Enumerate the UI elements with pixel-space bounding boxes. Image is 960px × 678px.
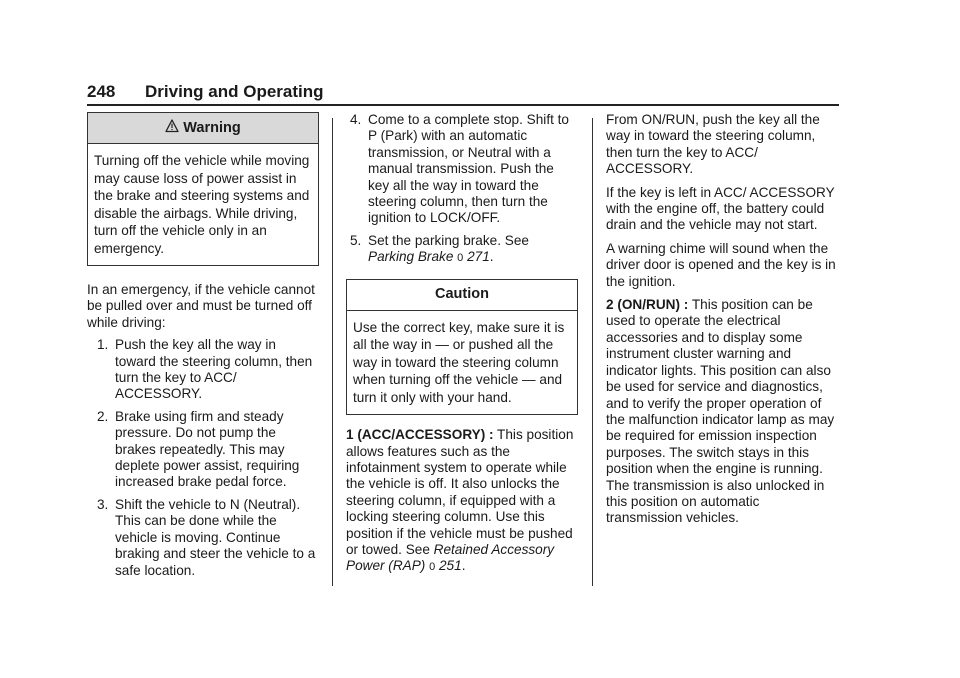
- warning-header: [88, 113, 318, 144]
- emergency-intro: In an emergency, if the vehicle cannot be pulled over and must be turned off while driving:: [87, 282, 315, 330]
- acc-text: This position allows features such as the infotainment system to operate while the vehicle is off. It also unlocks the steering column, if equipped with a locking steering column. Use this position if the vehicle must be pushed or towed. See: [346, 427, 574, 557]
- parking-brake-link[interactable]: Parking Brake: [368, 249, 454, 265]
- page-reference[interactable]: 251: [439, 558, 462, 574]
- on-run-text: This position can be used to operate the electrical accessories and to display some instrument cluster warning and indicator lights. This position can also be used for service and diagnostics, and to verify the proper operation of the malfunction indicator lamp as may be required for emission inspection purposes. The switch stays in this position when the engine is running. The transmission is also unlocked in this position on automatic transmission vehicles.: [606, 297, 835, 526]
- section-title: Driving and Operating: [145, 82, 324, 101]
- page-reference-icon: 0: [429, 561, 436, 574]
- warning-triangle-icon: [165, 119, 179, 137]
- paragraph: A warning chime will sound when the driver door is opened and the key is in the ignition.: [606, 240, 836, 289]
- warning-text: Turning off the vehicle while moving may cause loss of power assist in the brake and steering systems and disable the airbags. While driving, turn off the vehicle only in an emergency.: [94, 153, 310, 256]
- list-item: [87, 409, 319, 491]
- list-item: [87, 337, 319, 403]
- on-run-paragraph: [606, 297, 838, 527]
- paragraph: From ON/RUN, push the key all the way in toward the steering column, then turn the key to ACC/ ACCESSORY.: [606, 112, 820, 177]
- shutdown-steps: [87, 337, 319, 579]
- column-divider: [332, 118, 333, 586]
- caution-title: Caution: [435, 286, 489, 303]
- page-number: 248: [87, 82, 116, 101]
- warning-box: [87, 112, 319, 266]
- step-number: 3.: [97, 496, 109, 512]
- sentence-end: .: [461, 558, 466, 574]
- acc-accessory-paragraph: [346, 427, 578, 576]
- column-1: [87, 112, 319, 585]
- caution-box: [346, 279, 578, 416]
- rap-link[interactable]: Retained Accessory Power (RAP): [346, 542, 555, 574]
- column-divider: [592, 118, 593, 586]
- step-text: Push the key all the way in toward the steering column, then turn the key to ACC/ ACCESSORY.: [115, 337, 313, 402]
- sentence-end: .: [489, 249, 494, 265]
- on-run-term: 2 (ON/RUN) :: [606, 297, 689, 313]
- column-3: [606, 112, 838, 534]
- page-reference[interactable]: 271: [467, 249, 490, 265]
- step-number: 4.: [350, 112, 362, 127]
- list-item: [87, 497, 319, 579]
- list-item: [346, 233, 578, 267]
- acc-term: 1 (ACC/ACCESSORY) :: [346, 427, 494, 443]
- warning-title: Warning: [183, 119, 241, 136]
- step-number: 2.: [97, 408, 109, 424]
- step-number: 1.: [97, 337, 109, 353]
- step-text: Brake using firm and steady pressure. Do not pump the brakes repeatedly. This may deplete power assist, requiring increased brake pedal force.: [115, 408, 300, 490]
- step-text: Set the parking brake. See: [368, 232, 529, 248]
- caution-header: [347, 280, 577, 311]
- list-item: [346, 112, 578, 227]
- paragraph: If the key is left in ACC/ ACCESSORY with the engine off, the battery could drain and the vehicle may not start.: [606, 184, 835, 233]
- caution-text: Use the correct key, make sure it is all the way in — or pushed all the way in toward the steering column when turning off the vehicle — and turn it only with your hand.: [353, 319, 565, 405]
- step-number: 5.: [350, 232, 362, 248]
- shutdown-steps-continued: [346, 112, 578, 267]
- step-text: Come to a complete stop. Shift to P (Park) with an automatic transmission, or Neutral with a manual transmission. Push the key all the way in toward the steering column, then turn the ignition to LOCK/OFF.: [368, 112, 569, 226]
- page-reference-icon: 0: [457, 252, 464, 265]
- step-text: Shift the vehicle to N (Neutral). This can be done while the vehicle is moving. Continue braking and steer the vehicle to a safe location.: [115, 496, 316, 578]
- page-header: [87, 82, 839, 106]
- column-2: [346, 112, 578, 576]
